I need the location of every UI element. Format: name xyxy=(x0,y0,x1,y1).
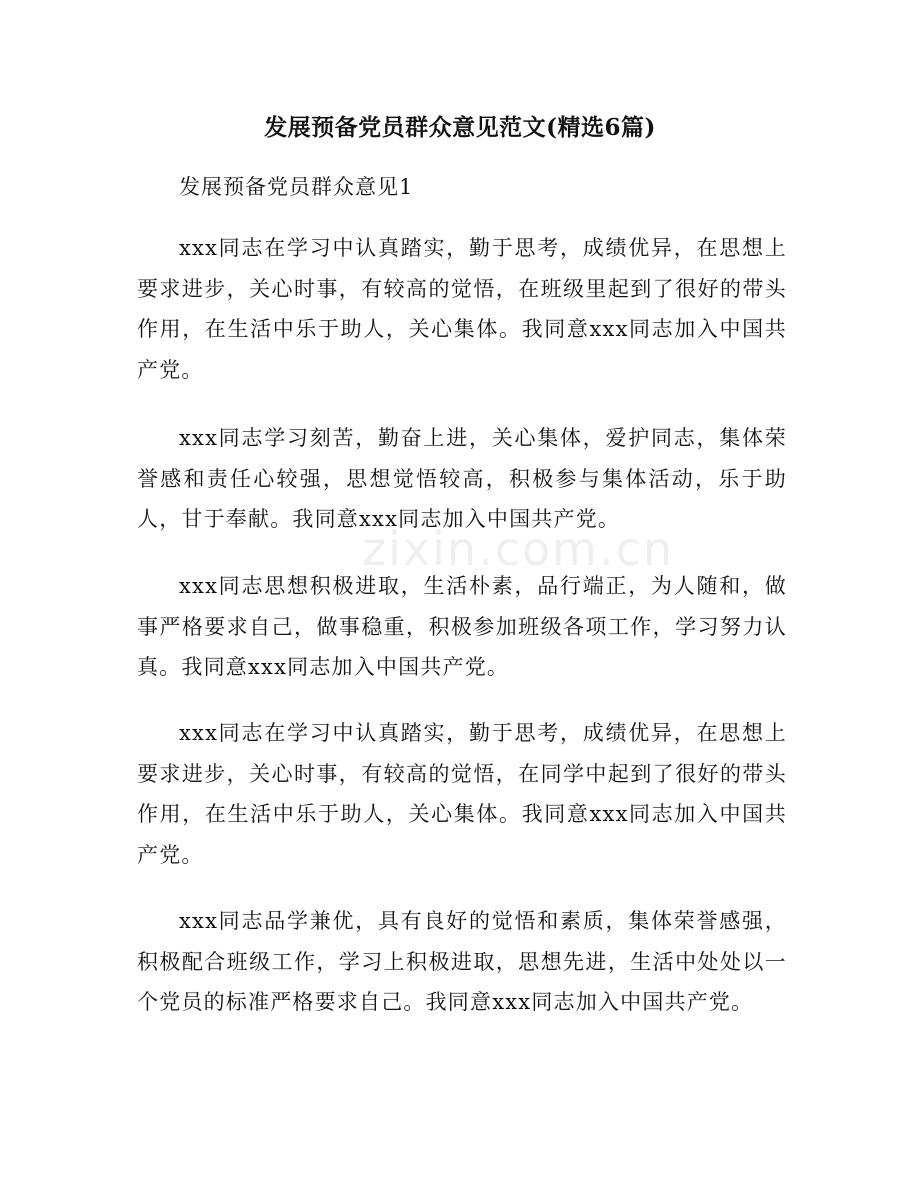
watermark: zixin.com.cn xyxy=(362,522,675,576)
paragraph-4: xxx同志在学习中认真踏实，勤于思考，成绩优异，在思想上要求进步，关心时事，有较高的觉悟，在同学中起到了很好的带头作用，在生活中乐于助人，关心集体。我同意xxx同志加入中国共产党。 xyxy=(137,721,787,867)
section-heading: 发展预备党员群众意见1 xyxy=(179,175,414,199)
paragraph-3: xxx同志思想积极进取，生活朴素，品行端正，为人随和，做事严格要求自己，做事稳重，积极参加班级各项工作，学习努力认真。我同意xxx同志加入中国共产党。 xyxy=(137,574,787,679)
paragraph-2: xxx同志学习刻苦，勤奋上进，关心集体，爱护同志，集体荣誉感和责任心较强，思想觉悟较高，积极参与集体活动，乐于助人，甘于奉献。我同意xxx同志加入中国共产党。 xyxy=(137,426,787,531)
document-title: 发展预备党员群众意见范文(精选6篇) xyxy=(264,114,656,141)
paragraph-5: xxx同志品学兼优，具有良好的觉悟和素质，集体荣誉感强，积极配合班级工作，学习上积极进取，思想先进，生活中处处以一个党员的标准严格要求自己。我同意xxx同志加入中国共产党。 xyxy=(137,909,787,1014)
paragraph-1: xxx同志在学习中认真踏实，勤于思考，成绩优异，在思想上要求进步，关心时事，有较高的觉悟，在班级里起到了很好的带头作用，在生活中乐于助人，关心集体。我同意xxx同志加入中国共产党。 xyxy=(137,236,787,382)
